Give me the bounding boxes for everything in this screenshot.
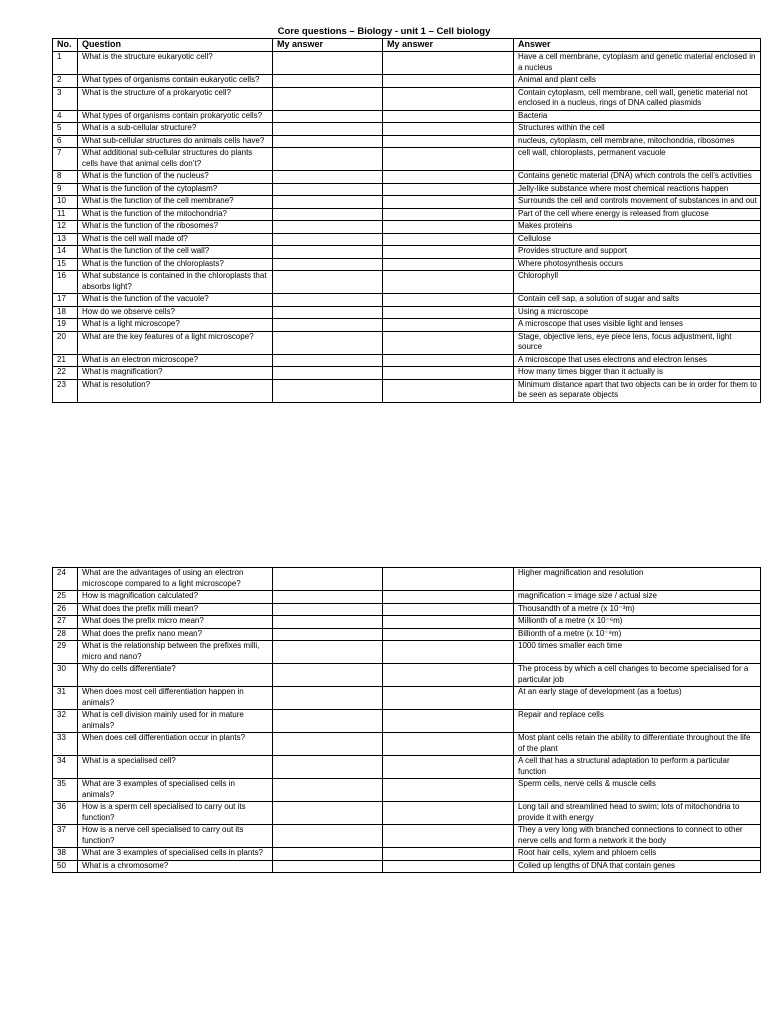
row-number: 1: [53, 52, 78, 75]
my-answer-cell-1[interactable]: [273, 664, 383, 687]
row-number: 16: [53, 271, 78, 294]
table-row: [53, 687, 761, 710]
question-cell: What is the function of the mitochondria?: [78, 208, 273, 221]
my-answer-cell-1[interactable]: [273, 87, 383, 110]
header-question: Question: [78, 39, 273, 52]
my-answer-cell-1[interactable]: [273, 183, 383, 196]
question-cell: What substance is contained in the chloroplasts that absorbs light?: [78, 271, 273, 294]
question-cell: What is a chromosome?: [78, 860, 273, 873]
my-answer-cell-2[interactable]: [383, 616, 514, 629]
table-row: [53, 258, 761, 271]
table-row: [53, 848, 761, 861]
my-answer-cell-1[interactable]: [273, 802, 383, 825]
question-cell: Why do cells differentiate?: [78, 664, 273, 687]
answer-cell: Part of the cell where energy is released from glucose: [514, 208, 761, 221]
answer-cell: Structures within the cell: [514, 123, 761, 136]
table-row: [53, 568, 761, 591]
table-row: [53, 75, 761, 88]
table-row: [53, 802, 761, 825]
my-answer-cell-2[interactable]: [383, 75, 514, 88]
row-number: 17: [53, 294, 78, 307]
question-cell: What is the structure of a prokaryotic cell?: [78, 87, 273, 110]
my-answer-cell-1[interactable]: [273, 123, 383, 136]
my-answer-cell-2[interactable]: [383, 825, 514, 848]
my-answer-cell-1[interactable]: [273, 52, 383, 75]
table-row: [53, 110, 761, 123]
table-row: [53, 591, 761, 604]
my-answer-cell-1[interactable]: [273, 641, 383, 664]
my-answer-cell-1[interactable]: [273, 135, 383, 148]
header-my-answer-2: My answer: [383, 39, 514, 52]
my-answer-cell-2[interactable]: [383, 641, 514, 664]
table-row: [53, 233, 761, 246]
my-answer-cell-1[interactable]: [273, 568, 383, 591]
my-answer-cell-2[interactable]: [383, 687, 514, 710]
my-answer-cell-2[interactable]: [383, 233, 514, 246]
answer-cell: magnification = image size / actual size: [514, 591, 761, 604]
my-answer-cell-2[interactable]: [383, 591, 514, 604]
answer-cell: Coiled up lengths of DNA that contain genes: [514, 860, 761, 873]
my-answer-cell-1[interactable]: [273, 171, 383, 184]
answer-cell: The process by which a cell changes to become specialised for a particular job: [514, 664, 761, 687]
my-answer-cell-1[interactable]: [273, 319, 383, 332]
questions-table-part-2: [52, 567, 761, 873]
question-cell: What is the structure eukaryotic cell?: [78, 52, 273, 75]
question-cell: When does cell differentiation occur in plants?: [78, 733, 273, 756]
question-cell: What types of organisms contain eukaryotic cells?: [78, 75, 273, 88]
question-cell: What are the key features of a light microscope?: [78, 331, 273, 354]
row-number: 38: [53, 848, 78, 861]
answer-cell: 1000 times smaller each time: [514, 641, 761, 664]
table-row: [53, 271, 761, 294]
row-number: 12: [53, 221, 78, 234]
table-row: [53, 319, 761, 332]
question-cell: How is a sperm cell specialised to carry out its function?: [78, 802, 273, 825]
my-answer-cell-1[interactable]: [273, 710, 383, 733]
question-cell: What does the prefix milli mean?: [78, 603, 273, 616]
question-cell: How is a nerve cell specialised to carry out its function?: [78, 825, 273, 848]
table-row: [53, 87, 761, 110]
row-number: 31: [53, 687, 78, 710]
my-answer-cell-2[interactable]: [383, 710, 514, 733]
table-row: [53, 221, 761, 234]
my-answer-cell-2[interactable]: [383, 779, 514, 802]
answer-cell: Surrounds the cell and controls movement of substances in and out: [514, 196, 761, 209]
answer-cell: Using a microscope: [514, 306, 761, 319]
table-row: [53, 641, 761, 664]
my-answer-cell-1[interactable]: [273, 860, 383, 873]
answer-cell: A microscope that uses electrons and electron lenses: [514, 354, 761, 367]
my-answer-cell-2[interactable]: [383, 196, 514, 209]
my-answer-cell-2[interactable]: [383, 110, 514, 123]
row-number: 36: [53, 802, 78, 825]
my-answer-cell-2[interactable]: [383, 331, 514, 354]
row-number: 25: [53, 591, 78, 604]
my-answer-cell-2[interactable]: [383, 135, 514, 148]
my-answer-cell-2[interactable]: [383, 568, 514, 591]
table-row: [53, 354, 761, 367]
row-number: 27: [53, 616, 78, 629]
answer-cell: Minimum distance apart that two objects can be in order for them to be seen as separate objects: [514, 379, 761, 402]
my-answer-cell-2[interactable]: [383, 367, 514, 380]
my-answer-cell-1[interactable]: [273, 75, 383, 88]
answer-cell: Higher magnification and resolution: [514, 568, 761, 591]
answer-cell: A microscope that uses visible light and lenses: [514, 319, 761, 332]
question-cell: What is the relationship between the prefixes milli, micro and nano?: [78, 641, 273, 664]
table-row: [53, 825, 761, 848]
row-number: 22: [53, 367, 78, 380]
row-number: 19: [53, 319, 78, 332]
my-answer-cell-2[interactable]: [383, 319, 514, 332]
question-cell: How do we observe cells?: [78, 306, 273, 319]
my-answer-cell-1[interactable]: [273, 687, 383, 710]
my-answer-cell-1[interactable]: [273, 208, 383, 221]
answer-cell: Provides structure and support: [514, 246, 761, 259]
my-answer-cell-1[interactable]: [273, 331, 383, 354]
my-answer-cell-2[interactable]: [383, 258, 514, 271]
question-cell: What is the function of the cell membrane?: [78, 196, 273, 209]
question-cell: What is a light microscope?: [78, 319, 273, 332]
my-answer-cell-2[interactable]: [383, 183, 514, 196]
row-number: 18: [53, 306, 78, 319]
my-answer-cell-2[interactable]: [383, 148, 514, 171]
table-row: [53, 135, 761, 148]
question-cell: What is cell division mainly used for in mature animals?: [78, 710, 273, 733]
answer-cell: nucleus, cytoplasm, cell membrane, mitochondria, ribosomes: [514, 135, 761, 148]
row-number: 24: [53, 568, 78, 591]
my-answer-cell-2[interactable]: [383, 208, 514, 221]
row-number: 20: [53, 331, 78, 354]
row-number: 15: [53, 258, 78, 271]
row-number: 23: [53, 379, 78, 402]
table-row: [53, 246, 761, 259]
my-answer-cell-1[interactable]: [273, 233, 383, 246]
my-answer-cell-2[interactable]: [383, 379, 514, 402]
answer-cell: Have a cell membrane, cytoplasm and genetic material enclosed in a nucleus: [514, 52, 761, 75]
my-answer-cell-1[interactable]: [273, 221, 383, 234]
my-answer-cell-2[interactable]: [383, 756, 514, 779]
my-answer-cell-1[interactable]: [273, 848, 383, 861]
table-row: [53, 733, 761, 756]
my-answer-cell-1[interactable]: [273, 591, 383, 604]
question-cell: What types of organisms contain prokaryotic cells?: [78, 110, 273, 123]
my-answer-cell-1[interactable]: [273, 354, 383, 367]
answer-cell: Billionth of a metre (x 10⁻⁹m): [514, 628, 761, 641]
my-answer-cell-2[interactable]: [383, 860, 514, 873]
my-answer-cell-1[interactable]: [273, 779, 383, 802]
question-cell: What does the prefix micro mean?: [78, 616, 273, 629]
answer-cell: Chlorophyll: [514, 271, 761, 294]
row-number: 13: [53, 233, 78, 246]
question-cell: What is resolution?: [78, 379, 273, 402]
row-number: 35: [53, 779, 78, 802]
table-row: [53, 367, 761, 380]
my-answer-cell-1[interactable]: [273, 258, 383, 271]
table-row: [53, 379, 761, 402]
row-number: 50: [53, 860, 78, 873]
question-cell: What are 3 examples of specialised cells in animals?: [78, 779, 273, 802]
row-number: 8: [53, 171, 78, 184]
my-answer-cell-2[interactable]: [383, 171, 514, 184]
answer-cell: Long tail and streamlined head to swim; lots of mitochondria to provide it with energy: [514, 802, 761, 825]
answer-cell: Stage, objective lens, eye piece lens, focus adjustment, light source: [514, 331, 761, 354]
row-number: 37: [53, 825, 78, 848]
table-row: [53, 294, 761, 307]
row-number: 5: [53, 123, 78, 136]
my-answer-cell-1[interactable]: [273, 733, 383, 756]
my-answer-cell-1[interactable]: [273, 306, 383, 319]
row-number: 10: [53, 196, 78, 209]
my-answer-cell-2[interactable]: [383, 802, 514, 825]
question-cell: What is a specialised cell?: [78, 756, 273, 779]
row-number: 34: [53, 756, 78, 779]
question-cell: What is the function of the ribosomes?: [78, 221, 273, 234]
my-answer-cell-2[interactable]: [383, 221, 514, 234]
document-title: Core questions – Biology - unit 1 – Cell biology: [277, 26, 491, 37]
questions-table-part-1: [52, 38, 761, 403]
row-number: 4: [53, 110, 78, 123]
my-answer-cell-1[interactable]: [273, 616, 383, 629]
question-cell: What are 3 examples of specialised cells in plants?: [78, 848, 273, 861]
answer-cell: Contain cell sap, a solution of sugar and salts: [514, 294, 761, 307]
table-row: [53, 196, 761, 209]
header-my-answer-1: My answer: [273, 39, 383, 52]
answer-cell: Thousandth of a metre (x 10⁻³m): [514, 603, 761, 616]
my-answer-cell-2[interactable]: [383, 123, 514, 136]
answer-cell: Root hair cells, xylem and phloem cells: [514, 848, 761, 861]
table-row: [53, 664, 761, 687]
table-row: [53, 710, 761, 733]
question-cell: What is the function of the vacuole?: [78, 294, 273, 307]
row-number: 33: [53, 733, 78, 756]
my-answer-cell-2[interactable]: [383, 271, 514, 294]
answer-cell: Bacteria: [514, 110, 761, 123]
my-answer-cell-1[interactable]: [273, 110, 383, 123]
row-number: 26: [53, 603, 78, 616]
my-answer-cell-1[interactable]: [273, 628, 383, 641]
row-number: 9: [53, 183, 78, 196]
answer-cell: Makes proteins: [514, 221, 761, 234]
question-cell: What is the cell wall made of?: [78, 233, 273, 246]
table-row: [53, 628, 761, 641]
my-answer-cell-1[interactable]: [273, 756, 383, 779]
table-row: [53, 183, 761, 196]
my-answer-cell-1[interactable]: [273, 271, 383, 294]
question-cell: What is an electron microscope?: [78, 354, 273, 367]
question-cell: What is the function of the chloroplasts?: [78, 258, 273, 271]
question-cell: What is the function of the cytoplasm?: [78, 183, 273, 196]
my-answer-cell-1[interactable]: [273, 825, 383, 848]
my-answer-cell-2[interactable]: [383, 603, 514, 616]
my-answer-cell-2[interactable]: [383, 664, 514, 687]
row-number: 6: [53, 135, 78, 148]
table-row: [53, 148, 761, 171]
row-number: 3: [53, 87, 78, 110]
table-row: [53, 52, 761, 75]
answer-cell: Where photosynthesis occurs: [514, 258, 761, 271]
answer-cell: Most plant cells retain the ability to differentiate throughout the life of the plant: [514, 733, 761, 756]
table-header-row: [53, 39, 761, 52]
answer-cell: Cellulose: [514, 233, 761, 246]
answer-cell: How many times bigger than it actually is: [514, 367, 761, 380]
row-number: 2: [53, 75, 78, 88]
answer-cell: Millionth of a metre (x 10⁻⁶m): [514, 616, 761, 629]
question-cell: When does most cell differentiation happen in animals?: [78, 687, 273, 710]
question-cell: How is magnification calculated?: [78, 591, 273, 604]
question-cell: What does the prefix nano mean?: [78, 628, 273, 641]
my-answer-cell-1[interactable]: [273, 367, 383, 380]
question-cell: What additional sub-cellular structures do plants cells have that animal cells don’t?: [78, 148, 273, 171]
answer-cell: cell wall, chloroplasts, permanent vacuole: [514, 148, 761, 171]
answer-cell: Contains genetic material (DNA) which controls the cell’s activities: [514, 171, 761, 184]
my-answer-cell-2[interactable]: [383, 306, 514, 319]
row-number: 29: [53, 641, 78, 664]
my-answer-cell-2[interactable]: [383, 628, 514, 641]
my-answer-cell-1[interactable]: [273, 603, 383, 616]
row-number: 28: [53, 628, 78, 641]
answer-cell: Repair and replace cells: [514, 710, 761, 733]
my-answer-cell-2[interactable]: [383, 52, 514, 75]
answer-cell: Sperm cells, nerve cells & muscle cells: [514, 779, 761, 802]
row-number: 21: [53, 354, 78, 367]
my-answer-cell-2[interactable]: [383, 246, 514, 259]
my-answer-cell-2[interactable]: [383, 87, 514, 110]
answer-cell: At an early stage of development (as a foetus): [514, 687, 761, 710]
question-cell: What sub-cellular structures do animals cells have?: [78, 135, 273, 148]
table-row: [53, 603, 761, 616]
question-cell: What is a sub-cellular structure?: [78, 123, 273, 136]
my-answer-cell-1[interactable]: [273, 196, 383, 209]
question-cell: What is the function of the cell wall?: [78, 246, 273, 259]
header-answer: Answer: [514, 39, 761, 52]
table-row: [53, 331, 761, 354]
my-answer-cell-2[interactable]: [383, 848, 514, 861]
answer-cell: They a very long with branched connections to connect to other nerve cells and form a network it the body: [514, 825, 761, 848]
my-answer-cell-1[interactable]: [273, 148, 383, 171]
table-row: [53, 756, 761, 779]
answer-cell: Contain cytoplasm, cell membrane, cell wall, genetic material not enclosed in a nucleus, rings of DNA called plasmids: [514, 87, 761, 110]
my-answer-cell-1[interactable]: [273, 294, 383, 307]
table-row: [53, 306, 761, 319]
my-answer-cell-2[interactable]: [383, 294, 514, 307]
my-answer-cell-1[interactable]: [273, 246, 383, 259]
question-cell: What is the function of the nucleus?: [78, 171, 273, 184]
table-row: [53, 616, 761, 629]
table-row: [53, 860, 761, 873]
my-answer-cell-1[interactable]: [273, 379, 383, 402]
table-row: [53, 779, 761, 802]
question-cell: What are the advantages of using an electron microscope compared to a light microscope?: [78, 568, 273, 591]
row-number: 14: [53, 246, 78, 259]
answer-cell: Animal and plant cells: [514, 75, 761, 88]
question-cell: What is magnification?: [78, 367, 273, 380]
row-number: 32: [53, 710, 78, 733]
row-number: 7: [53, 148, 78, 171]
my-answer-cell-2[interactable]: [383, 354, 514, 367]
answer-cell: A cell that has a structural adaptation to perform a particular function: [514, 756, 761, 779]
answer-cell: Jelly-like substance where most chemical reactions happen: [514, 183, 761, 196]
table-row: [53, 123, 761, 136]
table-row: [53, 171, 761, 184]
row-number: 11: [53, 208, 78, 221]
my-answer-cell-2[interactable]: [383, 733, 514, 756]
header-no: No.: [53, 39, 78, 52]
row-number: 30: [53, 664, 78, 687]
table-row: [53, 208, 761, 221]
